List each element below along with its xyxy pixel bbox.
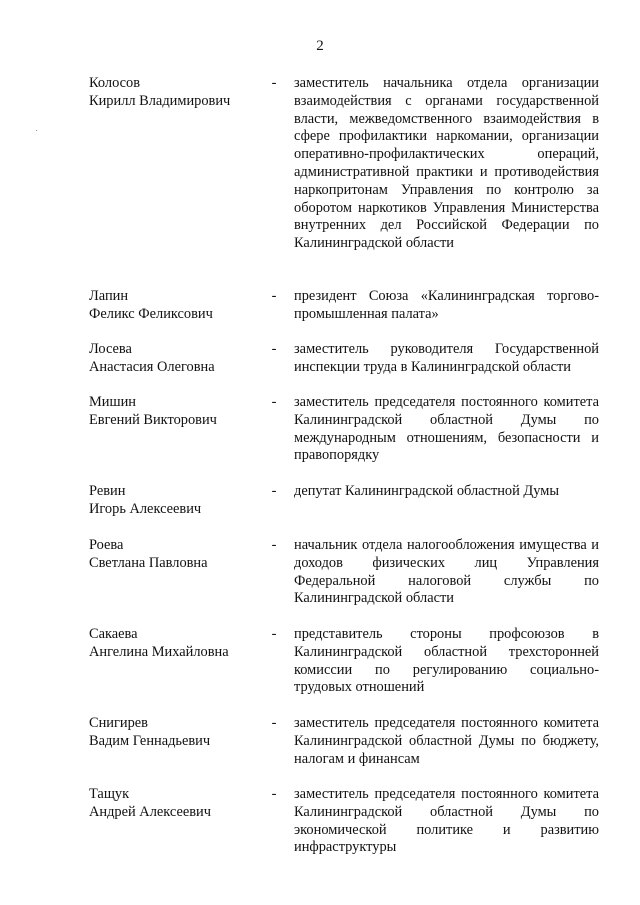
member-name (89, 483, 269, 519)
member-given-name: Кирилл Владимирович (89, 92, 231, 109)
member-given-name: Светлана Павловна (89, 554, 208, 571)
member-role: заместитель председателя постоянного комитета Калининградской областной Думы по экономической политике и развитию инфраструктуры (294, 786, 599, 856)
member-entry (89, 537, 599, 626)
member-name (89, 75, 269, 111)
member-given-name: Ангелина Михайловна (89, 643, 229, 660)
member-entry (89, 786, 599, 858)
member-name (89, 288, 269, 324)
member-name (89, 626, 269, 662)
member-surname: Снигирев (89, 715, 148, 731)
member-role: заместитель председателя постоянного комитета Калининградской областной Думы по бюджету, налогам и финансам (294, 715, 599, 767)
page-number: 2 (316, 38, 324, 54)
member-surname: Лосева (89, 341, 132, 357)
member-surname: Роева (89, 537, 124, 553)
member-given-name: Анастасия Олеговна (89, 358, 215, 375)
member-surname: Лапин (89, 288, 129, 304)
member-list (0, 75, 640, 858)
member-given-name: Вадим Геннадьевич (89, 732, 211, 749)
dash-separator: - (271, 786, 277, 802)
member-surname: Мишин (89, 394, 136, 410)
dash-separator: - (271, 483, 277, 499)
dash-separator: - (271, 537, 277, 553)
member-given-name: Андрей Алексеевич (89, 803, 211, 820)
dash-separator: - (271, 626, 277, 642)
member-role: заместитель начальника отдела организации взаимодействия с органами государственной власти, межведомственного взаимодействия в сфере профилактики наркомании, организации оперативно-профилактических операций, административной практики и противодействия наркопритонам Управления по контролю за оборотом наркотиков Управления Министерства внутренних дел Российской Федерации по Калининградской области (294, 75, 599, 252)
member-entry (89, 715, 599, 786)
dash-separator: - (271, 715, 277, 731)
member-given-name: Евгений Викторович (89, 411, 217, 428)
member-entry (89, 288, 599, 341)
member-role: начальник отдела налогообложения имущества и доходов физических лиц Управления Федеральной налоговой службы по Калининградской области (294, 537, 599, 607)
member-role: депутат Калининградской областной Думы (294, 483, 560, 499)
member-name (89, 341, 269, 377)
member-name (89, 537, 269, 573)
member-surname: Ревин (89, 483, 126, 499)
member-surname: Тащук (89, 786, 130, 802)
member-given-name: Феликс Феликсович (89, 305, 213, 322)
member-role: заместитель председателя постоянного комитета Калининградской областной Думы по международным отношениям, безопасности и правопорядку (294, 394, 599, 464)
member-role: заместитель руководителя Государственной инспекции труда в Калининградской области (294, 341, 599, 375)
member-entry (89, 626, 599, 715)
dash-separator: - (271, 341, 277, 357)
member-name (89, 394, 269, 430)
member-role: президент Союза «Калининградская торгово-промышленная палата» (294, 288, 599, 322)
member-name (89, 786, 269, 822)
member-entry (89, 394, 599, 483)
member-surname: Сакаева (89, 626, 138, 642)
dash-separator: - (271, 288, 277, 304)
member-entry (89, 483, 599, 537)
member-given-name: Игорь Алексеевич (89, 500, 202, 517)
member-surname: Колосов (89, 75, 140, 91)
member-name (89, 715, 269, 751)
member-entry (89, 75, 599, 288)
member-role: представитель стороны профсоюзов в Калининградской областной трехсторонней комиссии по регулированию социально-трудовых отношений (294, 626, 599, 696)
dash-separator: - (271, 394, 277, 410)
dash-separator: - (271, 75, 277, 91)
member-entry (89, 341, 599, 394)
